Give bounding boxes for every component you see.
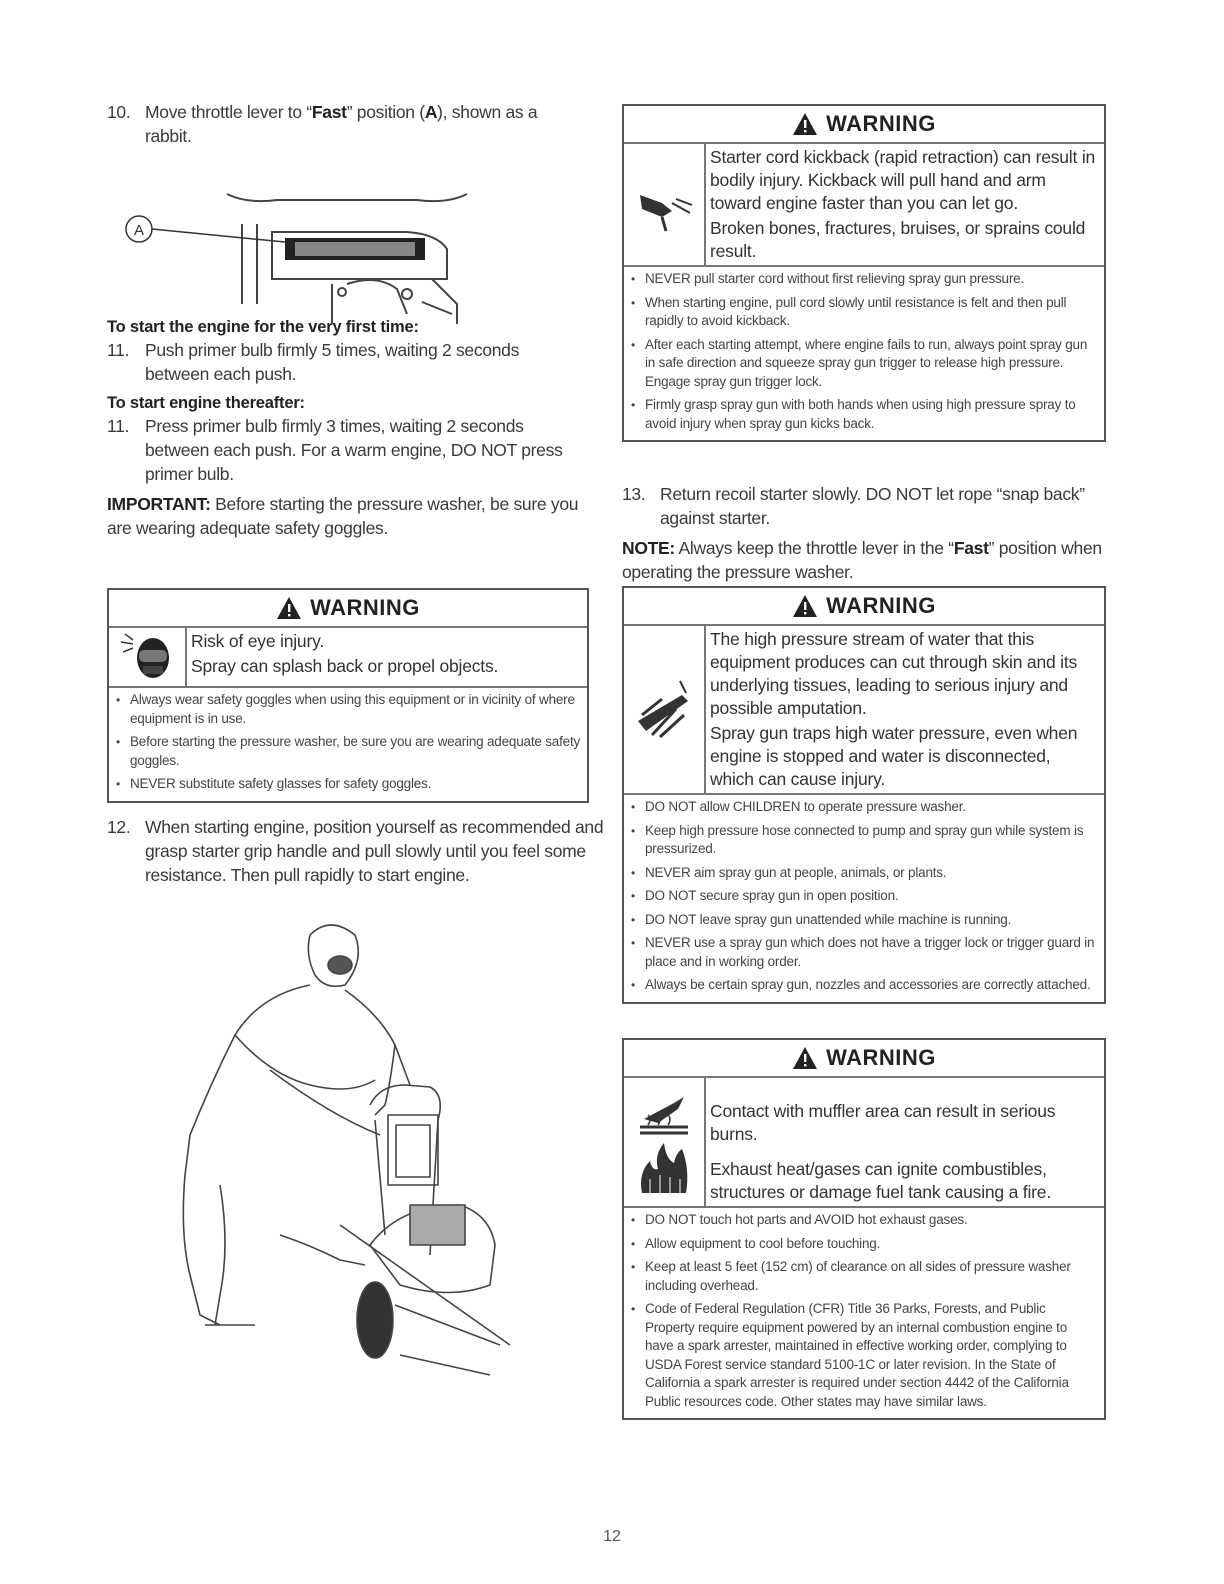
list-item: • Always be certain spray gun, nozzles and accessories are correctly attached. <box>631 976 1098 995</box>
warning-bullets <box>624 267 1104 440</box>
warning-bullets <box>624 1208 1104 1418</box>
list-item: • When starting engine, pull cord slowly until resistance is felt and then pull rapidly to avoid kickback. <box>631 294 1098 331</box>
kickback-pictogram <box>624 144 706 265</box>
warning-bullets <box>109 688 587 801</box>
warning-header: WARNING <box>624 106 1104 144</box>
hazard-panel <box>624 144 1104 267</box>
injection-pictogram <box>624 626 706 793</box>
important-note: IMPORTANT: Before starting the pressure washer, be sure you are wearing adequate safety goggles. <box>107 494 579 538</box>
warning-triangle-icon <box>276 596 302 620</box>
hazard-panel <box>624 626 1104 795</box>
throttle-figure <box>107 154 587 324</box>
first-time-heading: To start the engine for the very first time: <box>107 318 419 336</box>
warning-box-high-pressure <box>622 586 1106 1004</box>
left-column <box>107 100 587 546</box>
kickback-hand-icon <box>632 173 696 237</box>
page-number: 12 <box>603 1528 621 1545</box>
list-item: • After each starting attempt, where engine fails to run, always point spray gun in safe direction and squeeze spray gun trigger to release high pressure. Engage spray gun trigger lock. <box>631 336 1098 392</box>
throttle-note: NOTE: Always keep the throttle lever in the “Fast” position when operating the pressure washer. <box>622 538 1102 582</box>
fire-icon <box>634 1139 694 1195</box>
list-item: • Code of Federal Regulation (CFR) Title 36 Parks, Forests, and Public Property require equipment powered by an internal combustion engine to have a spark arrester, maintained in effective working order, complying to USDA Forest service standard 5100-1C or later revision. In the State of California a spark arrester is required under section 4442 of the California Public resources code. Other states may have similar laws. <box>631 1300 1098 1411</box>
warning-header: WARNING <box>109 590 587 628</box>
step-11-thereafter: 11. Press primer bulb firmly 3 times, waiting 2 seconds between each push. For a warm engine, DO NOT press primer bulb. <box>107 416 563 484</box>
hot-surface-icon <box>634 1089 694 1139</box>
hazard-text: Starter cord kickback (rapid retraction) can result in bodily injury. Kickback will pull hand and arm toward engine faster than you can let go. Broken bones, fractures, bruises, or sprains could result. <box>710 147 1096 261</box>
warning-box-burns-fire <box>622 1038 1106 1420</box>
warning-bullets <box>624 795 1104 1002</box>
warning-triangle-icon <box>792 112 818 136</box>
throttle-lever-illustration <box>107 154 587 324</box>
hazard-panel <box>109 628 587 688</box>
list-item: • NEVER use a spray gun which does not have a trigger lock or trigger guard in place and in working order. <box>631 934 1098 971</box>
warning-triangle-icon <box>792 1046 818 1070</box>
list-item: • DO NOT leave spray gun unattended while machine is running. <box>631 911 1098 930</box>
list-item: • DO NOT touch hot parts and AVOID hot exhaust gases. <box>631 1211 1098 1230</box>
hazard-panel <box>624 1078 1104 1208</box>
list-item: • Before starting the pressure washer, be sure you are wearing adequate safety goggles. <box>116 733 581 770</box>
warning-box-eye-injury <box>107 588 589 803</box>
step-12: 12. When starting engine, position yourself as recommended and grasp starter grip handle and pull slowly until you feel some resistance. Then pull rapidly to start engine. <box>107 817 604 885</box>
list-item: • Allow equipment to cool before touching. <box>631 1235 1098 1254</box>
eye-injury-icon <box>119 632 175 682</box>
list-item: • Always wear safety goggles when using this equipment or in vicinity of where equipment is in use. <box>116 691 581 728</box>
list-item: • DO NOT allow CHILDREN to operate pressure washer. <box>631 798 1098 817</box>
list-item: • Firmly grasp spray gun with both hands when using high pressure spray to avoid injury when spray gun kicks back. <box>631 396 1098 433</box>
list-item: • NEVER pull starter cord without first relieving spray gun pressure. <box>631 270 1098 289</box>
hazard-text: The high pressure stream of water that this equipment produces can cut through skin and its underlying tissues, leading to serious injury and possible amputation. Spray gun traps high water pressure, even when engine is stopped and water is disconnected, which can cause injury. <box>710 629 1078 789</box>
step-11-first-time: 11. Push primer bulb firmly 5 times, waiting 2 seconds between each push. <box>107 340 520 384</box>
warning-header: WARNING <box>624 1040 1104 1078</box>
goggles-pictogram <box>109 628 187 686</box>
list-item: • Keep at least 5 feet (152 cm) of clearance on all sides of pressure washer including overhead. <box>631 1258 1098 1295</box>
thereafter-heading: To start engine thereafter: <box>107 394 305 412</box>
burn-fire-pictograms <box>624 1078 706 1206</box>
list-item: • NEVER substitute safety glasses for safety goggles. <box>116 775 581 794</box>
warning-box-kickback <box>622 104 1106 442</box>
step-13: 13. Return recoil starter slowly. DO NOT let rope “snap back” against starter. <box>622 484 1085 528</box>
warning-header: WARNING <box>624 588 1104 626</box>
high-pressure-injection-icon <box>632 675 696 745</box>
callout-a-label: A <box>133 222 145 239</box>
list-item: • Keep high pressure hose connected to pump and spray gun while system is pressurized. <box>631 822 1098 859</box>
list-item: • NEVER aim spray gun at people, animals, or plants. <box>631 864 1098 883</box>
list-item: • DO NOT secure spray gun in open position. <box>631 887 1098 906</box>
hazard-text: Risk of eye injury. Spray can splash back or propel objects. <box>191 631 499 676</box>
operator-starting-engine-illustration <box>160 905 520 1385</box>
step-10: 10. Move throttle lever to “Fast” position (A), shown as a rabbit. <box>107 102 538 146</box>
warning-triangle-icon <box>792 594 818 618</box>
hazard-text: Contact with muffler area can result in serious burns. Exhaust heat/gases can ignite combustibles, structures or damage fuel tank causing a fire. <box>710 1101 1056 1202</box>
right-middle-text <box>622 482 1104 590</box>
